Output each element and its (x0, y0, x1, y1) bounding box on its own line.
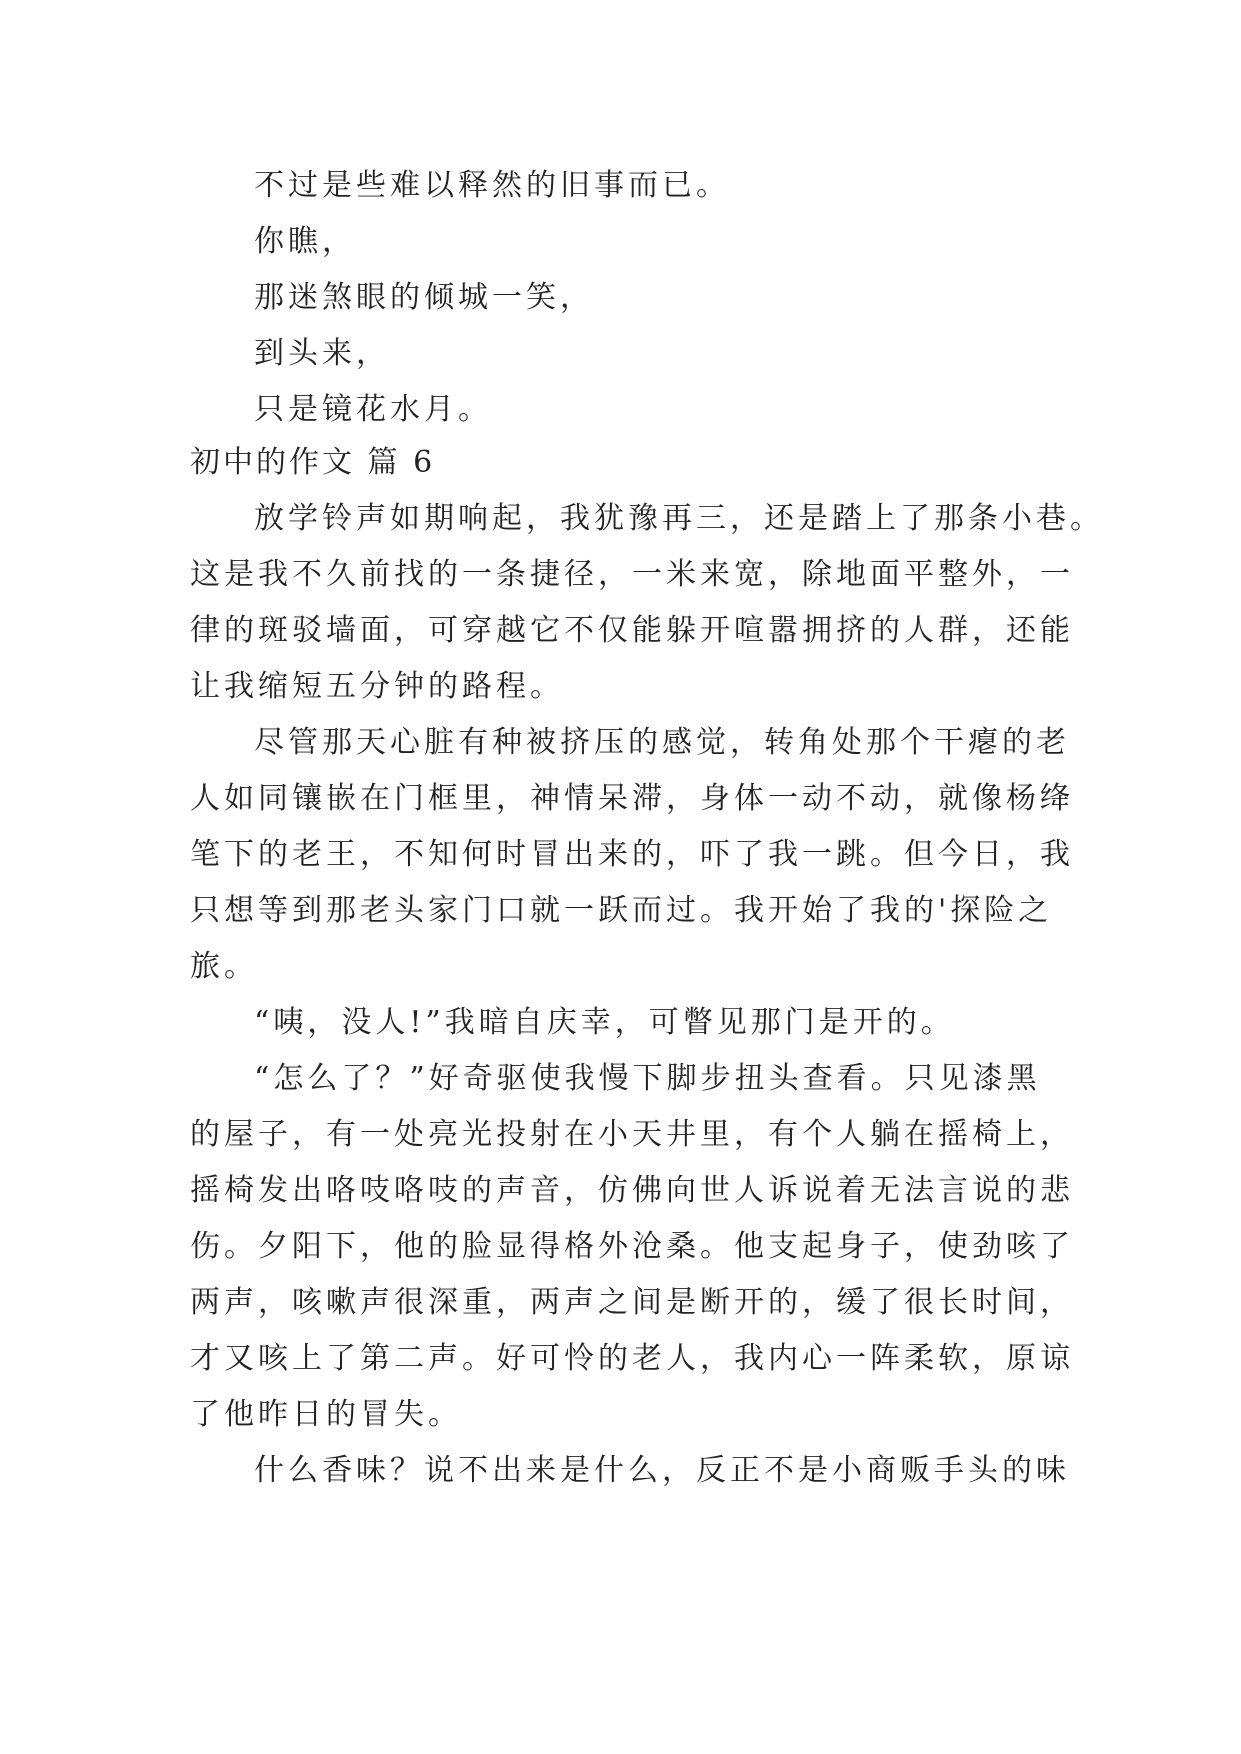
paragraph-line: 尽管那天心脏有种被挤压的感觉，转角处那个干瘪的老 (254, 725, 1070, 760)
poem-line: 只是镜花水月。 (254, 392, 492, 427)
section-heading: 初中的作文 篇 6 (190, 445, 436, 480)
poem-line: 那迷煞眼的倾城一笑， (254, 280, 594, 315)
paragraph-line: “怎么了？”好奇驱使我慢下脚步扭头查看。只见漆黑 (254, 1061, 1041, 1096)
paragraph-line: 旅。 (190, 949, 258, 984)
poem-line: 到头来， (254, 336, 390, 371)
paragraph-line: 只想等到那老头家门口就一跃而过。我开始了我的'探险之 (190, 893, 1053, 928)
poem-line: 你瞧， (254, 224, 356, 259)
paragraph-line: 摇椅发出咯吱咯吱的声音，仿佛向世人诉说着无法言说的悲 (190, 1173, 1074, 1208)
poem-line: 不过是些难以释然的旧事而已。 (254, 168, 730, 203)
paragraph-line: 了他昨日的冒失。 (190, 1397, 462, 1432)
paragraph-line: 什么香味？说不出来是什么，反正不是小商贩手头的味 (254, 1453, 1070, 1488)
paragraph-line: 人如同镶嵌在门框里，神情呆滞，身体一动不动，就像杨绛 (190, 781, 1074, 816)
paragraph-line: “咦，没人!”我暗自庆幸，可瞥见那门是开的。 (254, 1005, 955, 1040)
paragraph-line: 伤。夕阳下，他的脸显得格外沧桑。他支起身子，使劲咳了 (190, 1229, 1074, 1264)
paragraph-line: 放学铃声如期响起，我犹豫再三，还是踏上了那条小巷。 (254, 501, 1104, 536)
paragraph-line: 的屋子，有一处亮光投射在小天井里，有个人躺在摇椅上， (190, 1117, 1074, 1152)
paragraph-line: 这是我不久前找的一条捷径，一米来宽，除地面平整外，一 (190, 557, 1074, 592)
paragraph-line: 笔下的老王，不知何时冒出来的，吓了我一跳。但今日，我 (190, 837, 1074, 872)
paragraph-line: 律的斑驳墙面，可穿越它不仅能躲开喧嚣拥挤的人群，还能 (190, 613, 1074, 648)
paragraph-line: 让我缩短五分钟的路程。 (190, 669, 564, 704)
paragraph-line: 才又咳上了第二声。好可怜的老人，我内心一阵柔软，原谅 (190, 1341, 1074, 1376)
paragraph-line: 两声，咳嗽声很深重，两声之间是断开的，缓了很长时间， (190, 1285, 1074, 1320)
